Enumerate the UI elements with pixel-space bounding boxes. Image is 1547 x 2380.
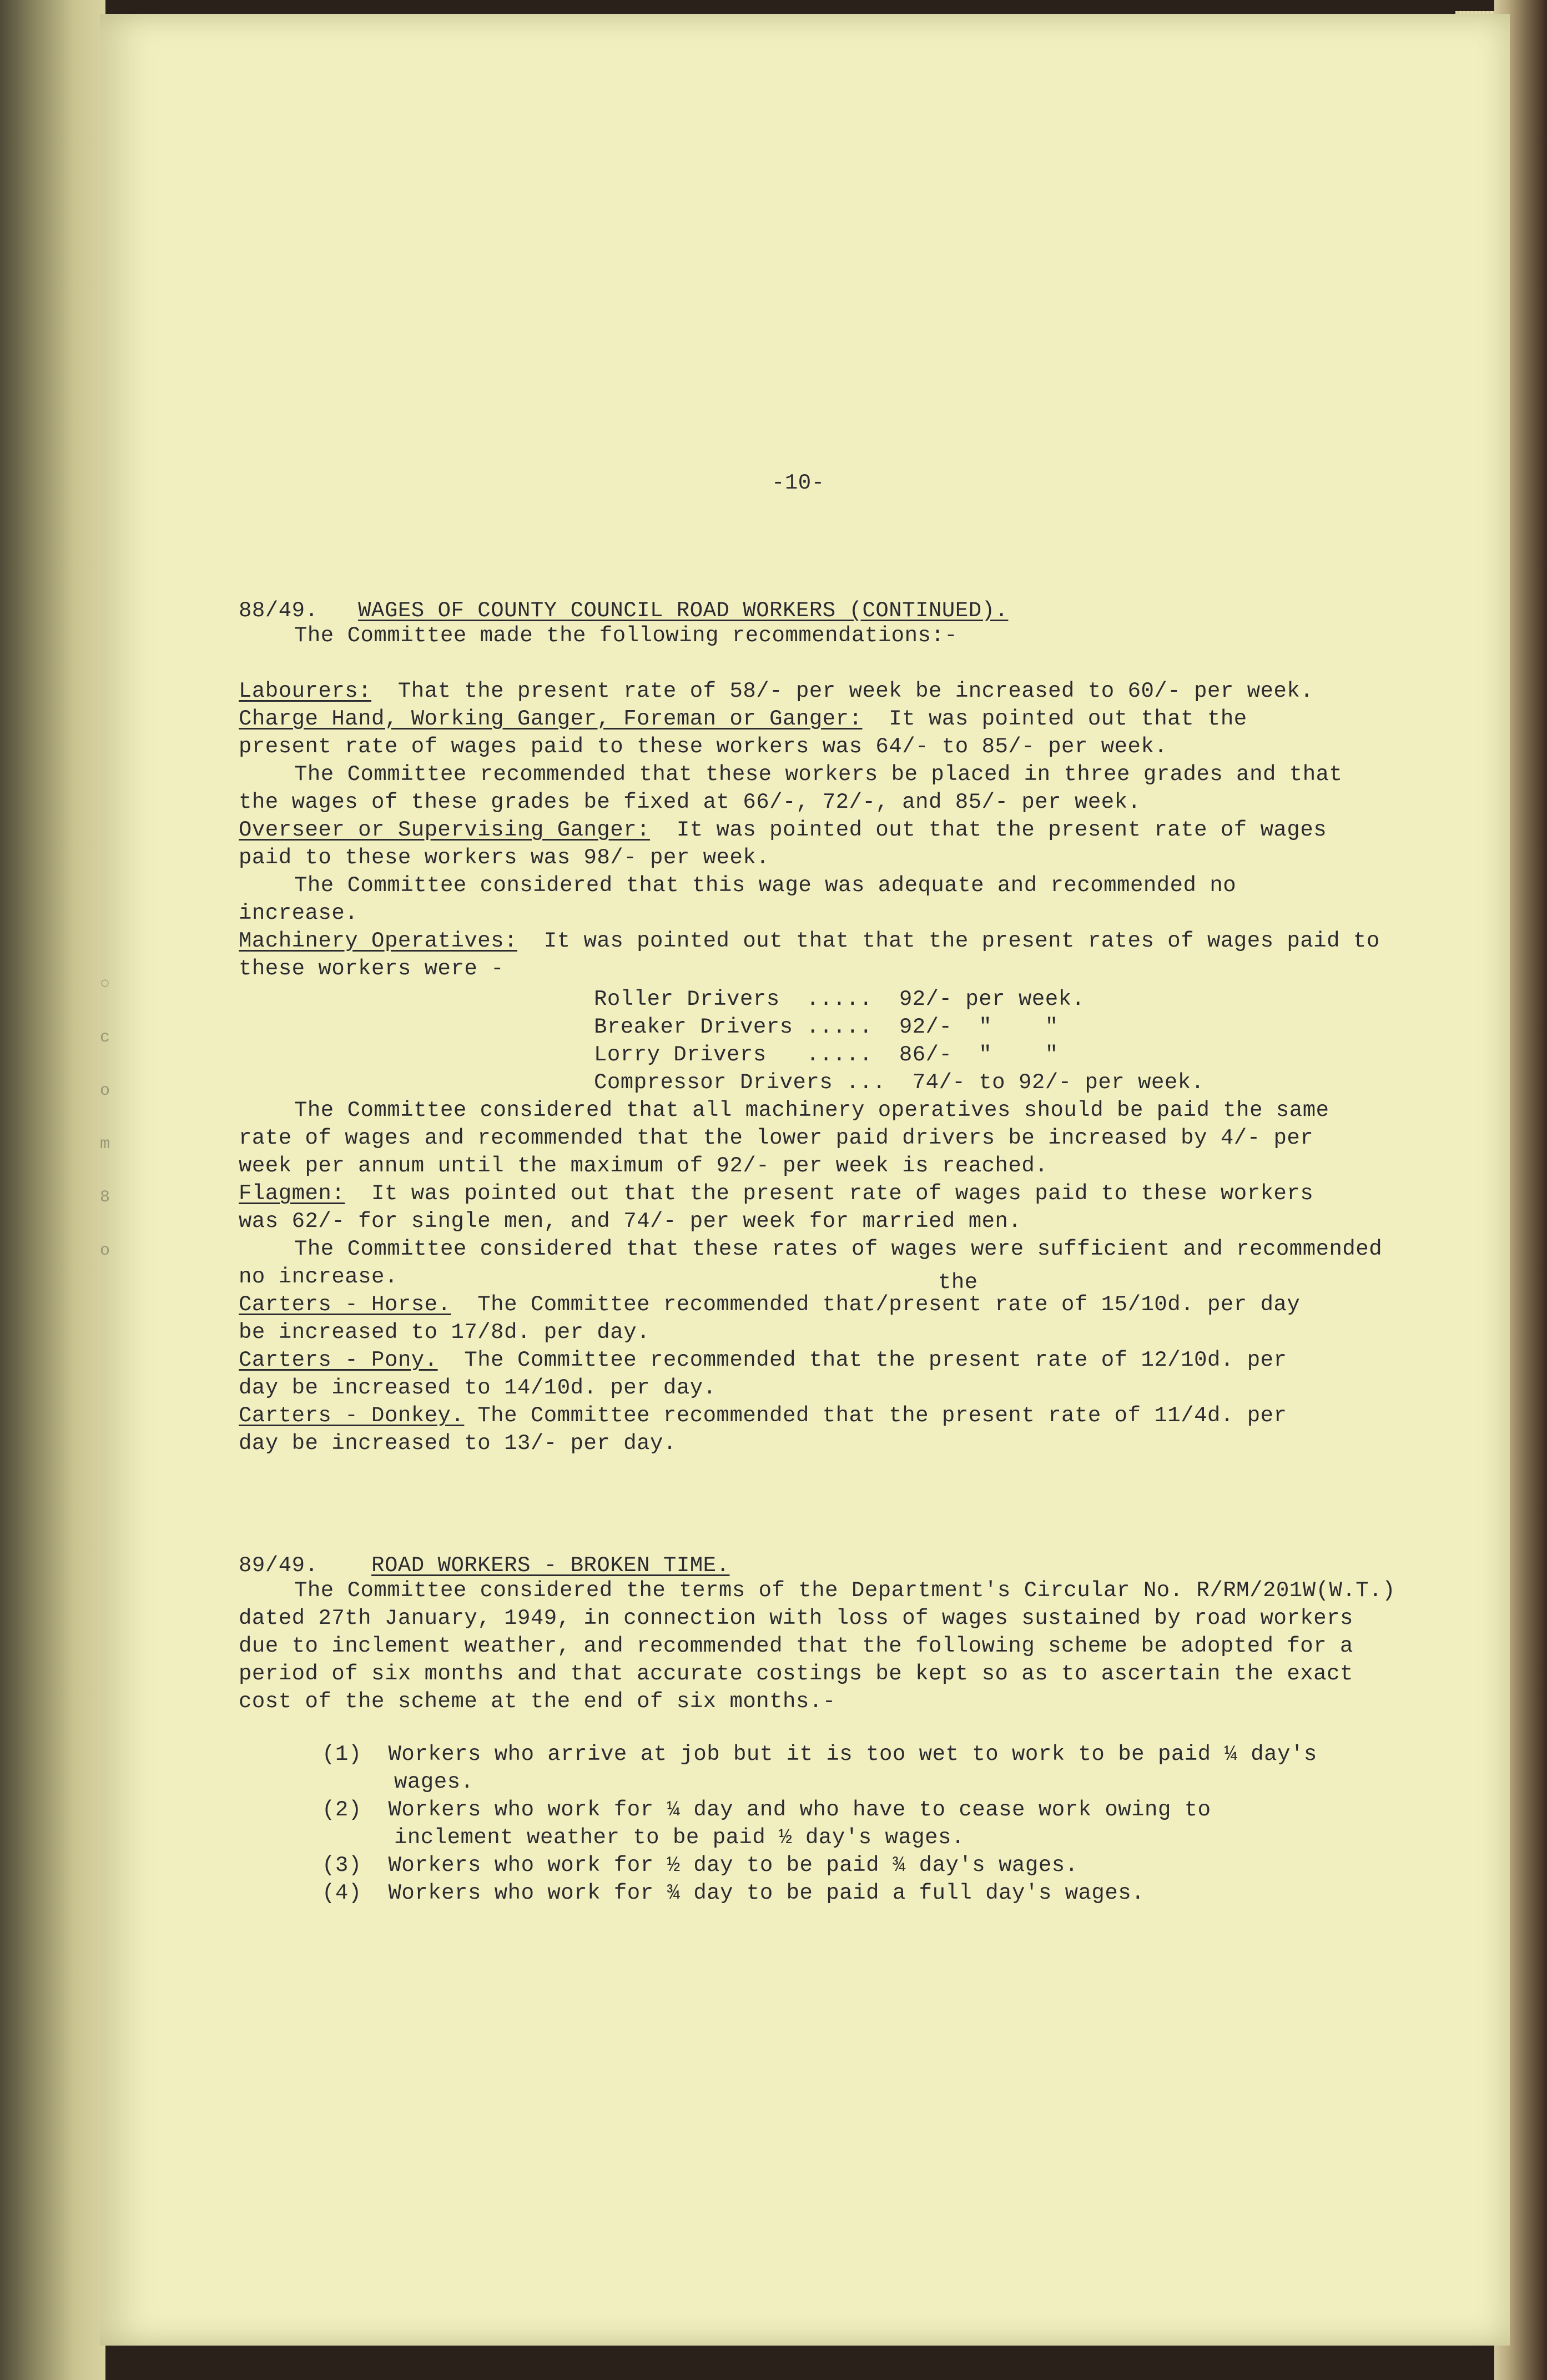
labourers-label: Labourers: (239, 679, 372, 703)
carters-horse-text: The Committee recommended that/present rate of 15/10d. per day (477, 1292, 1301, 1317)
carters-pony-label: Carters - Pony. (239, 1348, 438, 1372)
carters-donkey-text: The Committee recommended that the present rate of 11/4d. per (477, 1403, 1287, 1428)
flagmen-line-3: The Committee considered that these rates of wages were sufficient and recommended (294, 1237, 1383, 1261)
overseer-line-3: The Committee considered that this wage was adequate and recommended no (294, 873, 1237, 898)
section-89-ref: 89/49. (239, 1553, 319, 1578)
grades-line-2: the wages of these grades be fixed at 66/-, 72/-, and 85/- per week. (239, 790, 1141, 814)
section-89-line-3: due to inclement weather, and recommended that the following scheme be adopted for a (239, 1634, 1353, 1658)
machinery-rate-row (594, 1069, 1205, 1096)
machinery-rec-line-1: The Committee considered that all machinery operatives should be paid the same (294, 1098, 1329, 1123)
rate-dots: ..... (806, 1015, 873, 1039)
machinery-paragraph (239, 927, 1380, 955)
machinery-rate-row (594, 985, 1085, 1013)
overseer-line-4: increase. (239, 901, 359, 925)
carters-pony-line-2: day be increased to 14/10d. per day. (239, 1376, 717, 1400)
charge-hand-paragraph (239, 705, 1247, 733)
flagmen-line-4: no increase. (239, 1265, 398, 1289)
carters-donkey-line-2: day be increased to 13/- per day. (239, 1431, 677, 1456)
machinery-rate-row (594, 1013, 1059, 1041)
rate-value: 74/- to 92/- per week. (912, 1070, 1205, 1095)
rate-dots: ..... (806, 987, 873, 1012)
rate-value: 92/- " " (899, 1015, 1059, 1039)
section-89-heading: ROAD WORKERS - BROKEN TIME. (371, 1553, 730, 1578)
section-88-heading-line (239, 597, 1008, 625)
carters-pony-paragraph (239, 1346, 1287, 1374)
list-item-text: Workers who arrive at job but it is too wet to work to be paid ¼ day's (388, 1742, 1317, 1767)
section-89-line-2: dated 27th January, 1949, in connection with loss of wages sustained by road workers (239, 1606, 1353, 1631)
flagmen-line-2: was 62/- for single men, and 74/- per week for married men. (239, 1209, 1022, 1234)
carters-horse-label: Carters - Horse. (239, 1292, 451, 1317)
previous-page-margin-marks: ○ c o m 8 o (100, 975, 110, 1260)
list-item-text: Workers who work for ½ day to be paid ¾ day's wages. (388, 1853, 1079, 1878)
list-item-number: (1) (322, 1742, 362, 1767)
rate-value: 86/- " " (899, 1043, 1059, 1067)
carters-horse-paragraph (239, 1291, 1300, 1319)
section-88-ref: 88/49. (239, 598, 319, 623)
charge-hand-line-2: present rate of wages paid to these workers was 64/- to 85/- per week. (239, 734, 1168, 759)
rate-role: Roller Drivers (594, 987, 780, 1012)
list-item-number: (4) (322, 1881, 362, 1905)
overseer-line-2: paid to these workers was 98/- per week. (239, 846, 770, 870)
rate-value: 92/- per week. (899, 987, 1085, 1012)
list-item (322, 1740, 1317, 1768)
carters-pony-text: The Committee recommended that the present rate of 12/10d. per (464, 1348, 1287, 1372)
list-item-text: Workers who work for ¾ day to be paid a full day's wages. (388, 1881, 1145, 1905)
machinery-rec-line-3: week per annum until the maximum of 92/- per week is reached. (239, 1154, 1049, 1178)
rate-dots: ..... (806, 1043, 873, 1067)
section-89-heading-line (239, 1552, 729, 1579)
charge-hand-label: Charge Hand, Working Ganger, Foreman or Ganger: (239, 707, 863, 731)
machinery-label: Machinery Operatives: (239, 929, 517, 953)
carters-donkey-paragraph (239, 1402, 1287, 1430)
flagmen-label: Flagmen: (239, 1181, 345, 1206)
overseer-paragraph (239, 816, 1327, 844)
charge-hand-text: It was pointed out that the (889, 707, 1247, 731)
list-item (322, 1879, 1145, 1907)
list-item-continuation: inclement weather to be paid ½ day's wages. (394, 1825, 965, 1850)
carters-donkey-label: Carters - Donkey. (239, 1403, 465, 1428)
machinery-text: It was pointed out that that the present rates of wages paid to (543, 929, 1380, 953)
section-88-intro: The Committee made the following recommendations:- (294, 623, 958, 648)
rate-role: Lorry Drivers (594, 1043, 767, 1067)
section-89-line-1: The Committee considered the terms of the Department's Circular No. R/RM/201W(W.T.) (294, 1578, 1396, 1603)
list-item-number: (3) (322, 1853, 362, 1878)
flagmen-text: It was pointed out that the present rate of wages paid to these workers (371, 1181, 1314, 1206)
rate-role: Breaker Drivers (594, 1015, 793, 1039)
section-89-line-5: cost of the scheme at the end of six months.- (239, 1689, 836, 1714)
list-item-continuation: wages. (394, 1770, 474, 1794)
machinery-rec-line-2: rate of wages and recommended that the lower paid drivers be increased by 4/- per (239, 1126, 1314, 1150)
book-binding-left (0, 0, 105, 2380)
labourers-paragraph (239, 677, 1313, 705)
list-item-number: (2) (322, 1798, 362, 1822)
list-item (322, 1796, 1211, 1824)
list-item-text: Workers who work for ¼ day and who have to cease work owing to (388, 1798, 1211, 1822)
carters-horse-insertion: the (938, 1270, 978, 1295)
overseer-text: It was pointed out that the present rate of wages (676, 818, 1327, 842)
rate-dots: ... (846, 1070, 886, 1095)
machinery-line-2: these workers were - (239, 957, 505, 981)
labourers-text: That the present rate of 58/- per week be increased to 60/- per week. (397, 679, 1314, 703)
grades-line-1: The Committee recommended that these workers be placed in three grades and that (294, 762, 1343, 787)
overseer-label: Overseer or Supervising Ganger: (239, 818, 651, 842)
machinery-rate-row (594, 1041, 1059, 1069)
carters-horse-line-2: be increased to 17/8d. per day. (239, 1320, 651, 1345)
rate-role: Compressor Drivers (594, 1070, 833, 1095)
flagmen-paragraph (239, 1180, 1313, 1207)
list-item (322, 1851, 1079, 1879)
section-89-line-4: period of six months and that accurate costings be kept so as to ascertain the exact (239, 1662, 1353, 1686)
document-page (100, 14, 1510, 2346)
page-number: -10- (772, 471, 825, 495)
section-88-heading: WAGES OF COUNTY COUNCIL ROAD WORKERS (CONTINUED). (358, 598, 1009, 623)
